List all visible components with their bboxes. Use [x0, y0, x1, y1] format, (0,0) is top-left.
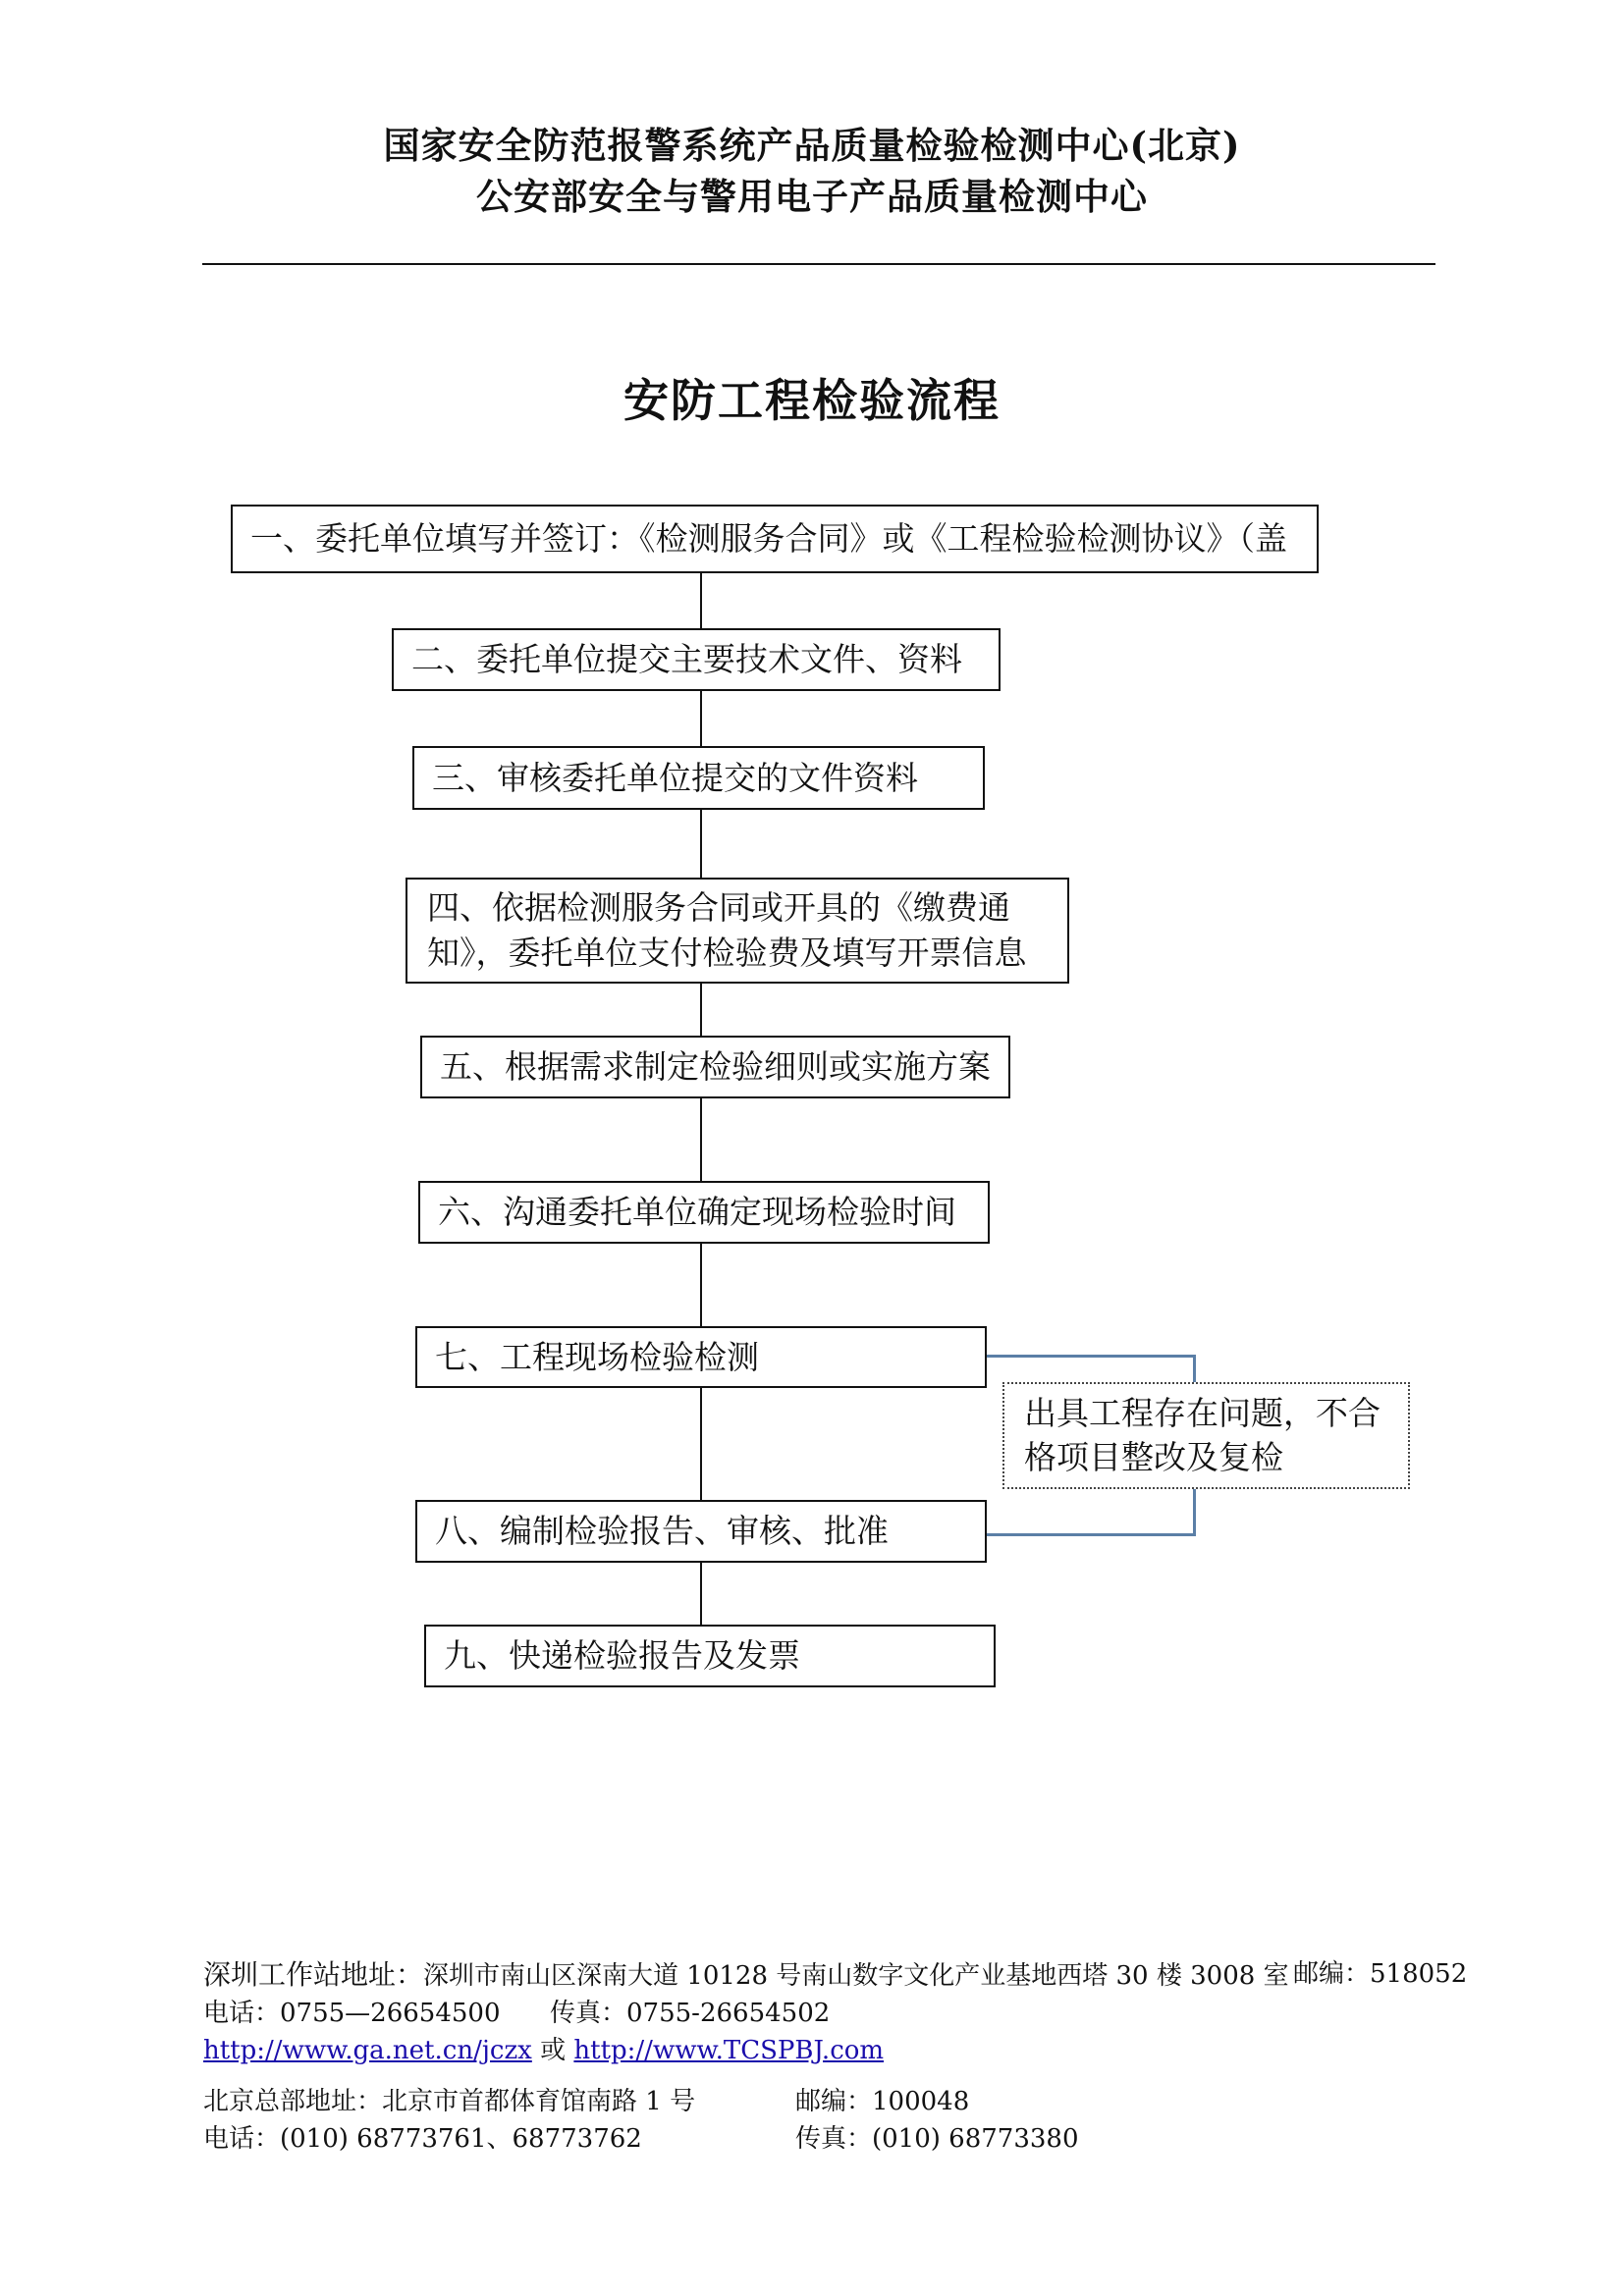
step-4: 四、依据检测服务合同或开具的《缴费通知》，委托单位支付检验费及填写开票信息 [406, 878, 1069, 984]
step-8: 八、编制检验报告、审核、批准 [415, 1500, 987, 1563]
document-title: 安防工程检验流程 [623, 374, 1001, 427]
footer-shenzhen-address-line [203, 1953, 1289, 1993]
header-divider [202, 263, 1435, 265]
step-5: 五、根据需求制定检验细则或实施方案 [420, 1036, 1010, 1098]
connector-8-9 [700, 1563, 702, 1625]
connector-6-7 [700, 1244, 702, 1326]
connector-5-6 [700, 1098, 702, 1181]
connector-7-8 [700, 1388, 702, 1500]
connector-1-2 [700, 573, 702, 628]
shenzhen-phone: 电话：0755—26654500 [203, 1999, 501, 2028]
branch-line-top [987, 1355, 1196, 1358]
shenzhen-postcode: 邮编：518052 [1293, 1959, 1468, 1989]
shenzhen-address: 深圳市南山区深南大道 10128 号南山数字文化产业基地西塔 30 楼 3008 室 [423, 1961, 1289, 1991]
step-6: 六、沟通委托单位确定现场检验时间 [418, 1181, 990, 1244]
beijing-fax: 传真：(010) 68773380 [795, 2124, 1079, 2154]
beijing-phone: 电话：(010) 68773761、68773762 [203, 2124, 642, 2154]
beijing-postcode: 邮编：100048 [795, 2087, 970, 2116]
shenzhen-fax: 传真：0755-26654502 [550, 1999, 831, 2028]
step-3: 三、审核委托单位提交的文件资料 [412, 746, 985, 810]
step-1: 一、委托单位填写并签订：《检测服务合同》或《工程检验检测协议》（盖 [231, 505, 1319, 573]
step-7: 七、工程现场检验检测 [415, 1326, 987, 1388]
shenzhen-address-label: 深圳工作站地址： [203, 1958, 424, 1991]
link-tcspbj[interactable]: http://www.TCSPBJ.com [573, 2036, 885, 2065]
footer-links [203, 2030, 884, 2066]
connector-2-3 [700, 691, 702, 746]
link-separator: 或 [540, 2036, 567, 2065]
step-2: 二、委托单位提交主要技术文件、资料 [392, 628, 1001, 691]
connector-3-4 [700, 810, 702, 878]
branch-line-bottom [987, 1533, 1196, 1536]
link-ga-jczx[interactable]: http://www.ga.net.cn/jczx [203, 2036, 532, 2065]
connector-4-5 [700, 984, 702, 1036]
beijing-address: 北京总部地址：北京市首都体育馆南路 1 号 [203, 2087, 696, 2116]
header-line-2: 公安部安全与警用电子产品质量检测中心 [476, 175, 1148, 218]
header-line-1: 国家安全防范报警系统产品质量检验检测中心(北京) [383, 124, 1241, 167]
step-9: 九、快递检验报告及发票 [424, 1625, 996, 1687]
side-note-box: 出具工程存在问题，不合格项目整改及复检 [1002, 1382, 1410, 1489]
